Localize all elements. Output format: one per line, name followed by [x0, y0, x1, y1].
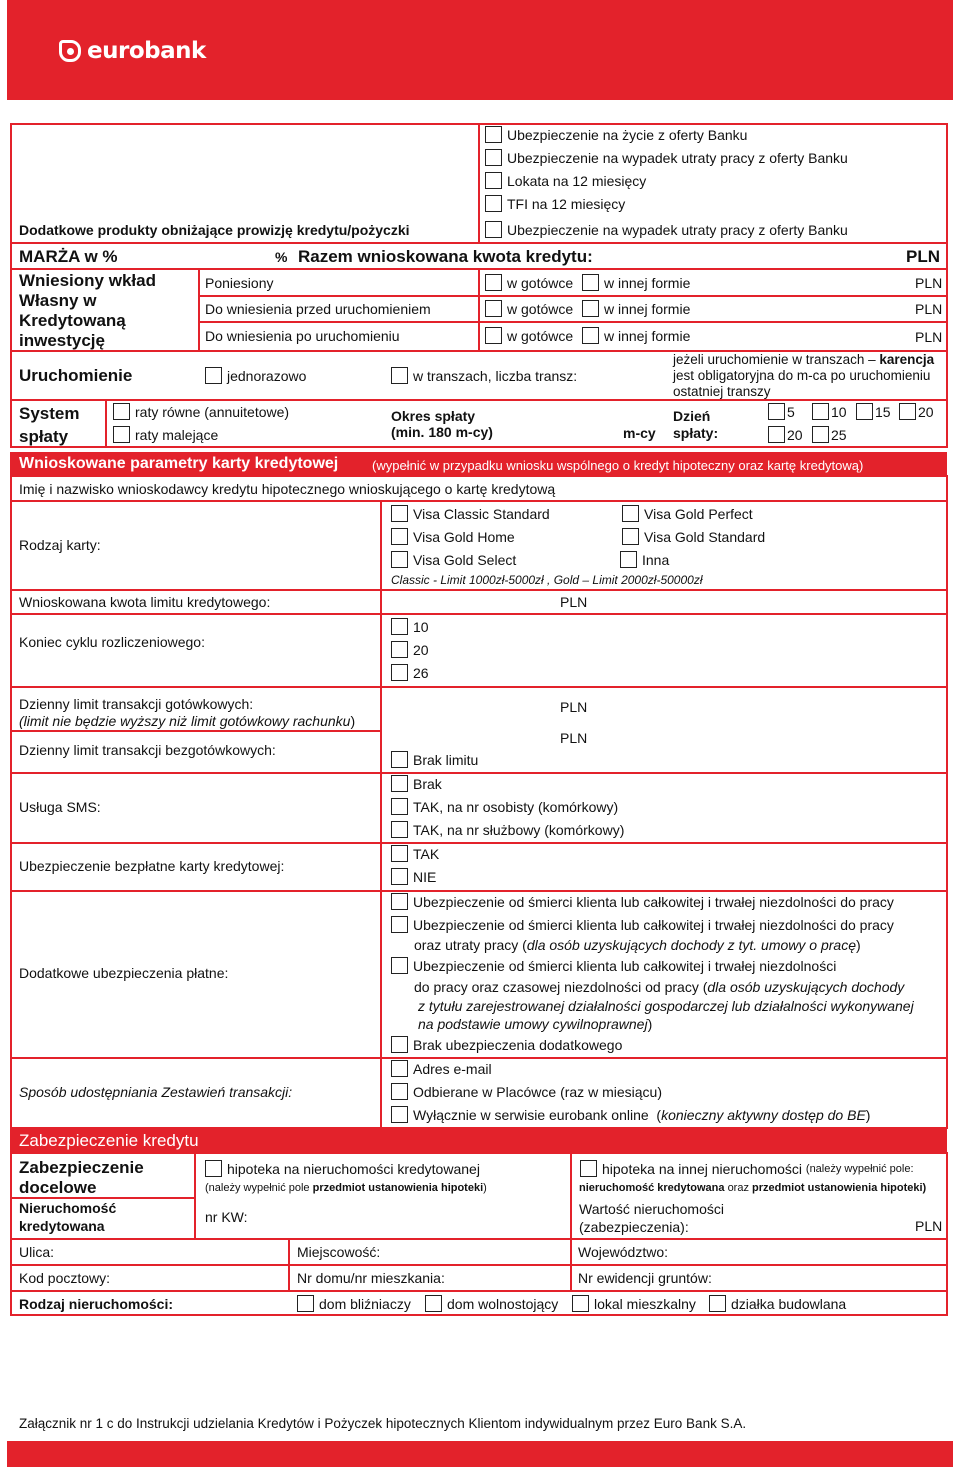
repayment-day-label: Dzień spłaty: [673, 408, 719, 441]
cycle-10[interactable]: 10 [391, 618, 429, 638]
launch-single[interactable]: jednorazowo [205, 367, 306, 387]
cash-limit-label: Dzienny limit transakcji gotówkowych: (limit nie będzie wyższy niż limit gotówkowy rachunku) [19, 696, 356, 729]
mortgage-financed-property[interactable]: hipoteka na nieruchomości kredytowanej [205, 1160, 480, 1180]
day-25[interactable]: 25 [812, 426, 847, 446]
installments-decreasing[interactable]: raty malejące [113, 426, 218, 446]
free-insurance-no[interactable]: NIE [391, 868, 436, 888]
row2-cash[interactable]: w gotówce [485, 300, 573, 320]
row3-cash[interactable]: w gotówce [485, 327, 573, 347]
paid-ins-option-2[interactable]: Ubezpieczenie od śmierci klienta lub całkowitej i trwałej niezdolności do pracy [391, 916, 894, 936]
contribution-paid: Poniesiony [205, 275, 274, 291]
logo-icon [59, 40, 81, 62]
type-building-plot[interactable]: działka budowlana [709, 1295, 846, 1315]
logo-text: eurobank [87, 38, 206, 64]
installments-equal[interactable]: raty równe (annuitetowe) [113, 403, 289, 423]
financed-property-label: Nieruchomość kredytowana [19, 1200, 117, 1234]
street-label: Ulica: [19, 1244, 55, 1260]
card-visa-gold-standard[interactable]: Visa Gold Standard [622, 528, 765, 548]
credit-limit-label: Wnioskowana kwota limitu kredytowego: [19, 594, 271, 610]
paid-ins-option-1[interactable]: Ubezpieczenie od śmierci klienta lub całkowitej i trwałej niezdolności do pracy [391, 893, 894, 913]
paid-ins-option-3-note: do pracy oraz czasowej niezdolności od pracy (dla osób uzyskujących dochody z tytułu zarejestrowanej działalności gospodarczej lub działalności wykonywanej na podstawie umowy cywilnoprawnej) [414, 979, 914, 1032]
footer-text: Załącznik nr 1 c do Instrukcji udzielania Kredytów i Pożyczek hipotecznych Klientom indywidualnym przez Euro Bank S.A. [19, 1416, 747, 1431]
months-unit: m-cy [623, 425, 656, 441]
city-label: Miejscowość: [297, 1244, 381, 1260]
billing-cycle-label: Koniec cyklu rozliczeniowego: [19, 634, 205, 650]
property-value-currency: PLN [915, 1218, 943, 1234]
product-deposit-12m[interactable]: Lokata na 12 miesięcy [485, 172, 646, 192]
row3-other[interactable]: w innej formie [582, 327, 690, 347]
card-visa-gold-perfect[interactable]: Visa Gold Perfect [622, 505, 753, 525]
card-visa-gold-home[interactable]: Visa Gold Home [391, 528, 515, 548]
statement-email[interactable]: Adres e-mail [391, 1060, 492, 1080]
sms-business[interactable]: TAK, na nr służbowy (komórkowy) [391, 821, 624, 841]
contribution-before: Do wniesienia przed uruchomieniem [205, 301, 431, 317]
paid-ins-option-2-note: oraz utraty pracy (dla osób uzyskujących dochody z tyt. umowy o pracę) [414, 937, 861, 953]
day-15[interactable]: 15 [856, 403, 891, 423]
products-label: Dodatkowe produkty obniżające prowizję kredytu/pożyczki [19, 222, 410, 238]
noncash-limit-currency: PLN [560, 730, 588, 746]
mortgage-other-property[interactable]: hipoteka na innej nieruchomości (należy wypełnić pole: [580, 1160, 914, 1180]
eurobank-logo [59, 38, 206, 64]
mortgage-other-note: nieruchomość kredytowana oraz przedmiot ustanowienia hipoteki) [579, 1182, 927, 1194]
paid-ins-option-3[interactable]: Ubezpieczenie od śmierci klienta lub całkowitej i trwałej niezdolności [391, 957, 836, 977]
type-semi-detached[interactable]: dom bliźniaczy [297, 1295, 411, 1315]
checkbox[interactable] [485, 195, 502, 212]
repayment-period-label: Okres spłaty (min. 180 m-cy) [391, 408, 493, 440]
product-job-loss-insurance[interactable]: Ubezpieczenie na wypadek utraty pracy z oferty Banku [485, 149, 848, 169]
card-section-title: Wnioskowane parametry karty kredytowej [19, 455, 339, 472]
sms-label: Usługa SMS: [19, 799, 101, 815]
repayment-system-label: System spłaty [19, 404, 80, 446]
security-section-title: Zabezpieczenie kredytu [19, 1131, 199, 1150]
row2-currency: PLN [915, 301, 943, 317]
postal-code-label: Kod pocztowy: [19, 1270, 111, 1286]
day-20b[interactable]: 20 [768, 426, 803, 446]
sms-private[interactable]: TAK, na nr osobisty (komórkowy) [391, 798, 618, 818]
marza-label: MARŻA w % [19, 247, 118, 266]
security-section-header [10, 1128, 947, 1153]
region-label: Województwo: [578, 1244, 669, 1260]
tranche-note: jeżeli uruchomienie w transzach – karencja jest obligatoryjna do m-ca po uruchomieniu ostatniej transzy [673, 352, 935, 399]
parcel-number-label: Nr ewidencji gruntów: [578, 1270, 712, 1286]
footer-bar [7, 1441, 953, 1467]
card-section-note: (wypełnić w przypadku wniosku wspólnego o kredyt hipoteczny oraz kartę kredytową) [372, 458, 864, 473]
checkbox[interactable] [485, 126, 502, 143]
paid-insurance-label: Dodatkowe ubezpieczenia płatne: [19, 965, 229, 981]
own-contribution-label: Wniesiony wkład Własny w Kredytowaną inwestycję [19, 271, 156, 350]
launch-tranches[interactable]: w transzach, liczba transz: [391, 367, 577, 387]
statement-delivery-label: Sposób udostępniania Zestawień transakcji: [19, 1084, 293, 1100]
free-insurance-label: Ubezpieczenie bezpłatne karty kredytowej: [19, 858, 285, 874]
noncash-limit-label: Dzienny limit transakcji bezgotówkowych: [19, 742, 276, 758]
row2-other[interactable]: w innej formie [582, 300, 690, 320]
cycle-20[interactable]: 20 [391, 641, 429, 661]
product-tfi-12m[interactable]: TFI na 12 miesięcy [485, 195, 625, 215]
contribution-after: Do wniesienia po uruchomieniu [205, 328, 400, 344]
type-apartment[interactable]: lokal mieszkalny [572, 1295, 696, 1315]
mortgage-financed-note: (należy wypełnić pole przedmiot ustanowienia hipoteki) [205, 1182, 487, 1194]
cycle-26[interactable]: 26 [391, 664, 429, 684]
card-type-label: Rodzaj karty: [19, 537, 101, 553]
cash-limit-currency: PLN [560, 699, 588, 715]
type-detached[interactable]: dom wolnostojący [425, 1295, 558, 1315]
house-number-label: Nr domu/nr mieszkania: [297, 1270, 445, 1286]
target-security-label: Zabezpieczenie docelowe [19, 1158, 144, 1197]
paid-ins-option-none[interactable]: Brak ubezpieczenia dodatkowego [391, 1036, 622, 1056]
card-visa-classic-standard[interactable]: Visa Classic Standard [391, 505, 550, 525]
property-type-label: Rodzaj nieruchomości: [19, 1296, 174, 1312]
no-limit-option[interactable]: Brak limitu [391, 751, 478, 771]
product-job-loss-insurance-2[interactable]: Ubezpieczenie na wypadek utraty pracy z oferty Banku [485, 221, 848, 241]
applicant-name-label: Imię i nazwisko wnioskodawcy kredytu hipotecznego wnioskującego o kartę kredytową [19, 481, 556, 497]
row1-currency: PLN [915, 275, 943, 291]
percent-sign: % [275, 249, 288, 265]
day-5[interactable]: 5 [768, 403, 795, 423]
card-visa-gold-select[interactable]: Visa Gold Select [391, 551, 516, 571]
total-currency: PLN [906, 247, 940, 266]
credit-limit-currency: PLN [560, 594, 588, 610]
checkbox[interactable] [485, 221, 502, 238]
total-amount-label: Razem wnioskowana kwota kredytu: [298, 247, 593, 266]
sms-none[interactable]: Brak [391, 775, 442, 795]
checkbox[interactable] [485, 149, 502, 166]
row1-other[interactable]: w innej formie [582, 274, 690, 294]
checkbox[interactable] [485, 172, 502, 189]
row1-cash[interactable]: w gotówce [485, 274, 573, 294]
statement-branch[interactable]: Odbierane w Placówce (raz w miesiącu) [391, 1083, 662, 1103]
free-insurance-yes[interactable]: TAK [391, 845, 439, 865]
card-section-header [10, 452, 947, 477]
card-limits-note: Classic - Limit 1000zł-5000zł , Gold – Limit 2000zł-50000zł [391, 573, 703, 587]
launch-label: Uruchomienie [19, 366, 133, 385]
header-banner [7, 0, 953, 100]
property-value-label: Wartość nieruchomości (zabezpieczenia): [579, 1201, 724, 1235]
card-other[interactable]: Inna [620, 551, 669, 571]
day-10[interactable]: 10 [812, 403, 847, 423]
row3-currency: PLN [915, 329, 943, 345]
day-20[interactable]: 20 [899, 403, 934, 423]
product-life-insurance[interactable]: Ubezpieczenie na życie z oferty Banku [485, 126, 747, 146]
land-register-label: nr KW: [205, 1209, 248, 1225]
statement-online[interactable]: Wyłącznie w serwisie eurobank online ( konieczny aktywny dostęp do BE ) [391, 1106, 870, 1126]
